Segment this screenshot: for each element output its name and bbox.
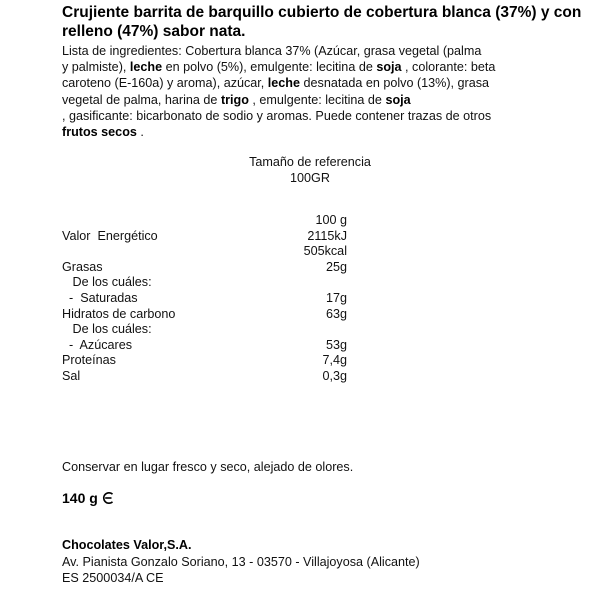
net-weight-value: 140 g (62, 490, 98, 506)
allergen-text: soja (385, 92, 411, 107)
nutrient-value: 0,3g (322, 368, 347, 383)
ingredients-line (62, 75, 582, 91)
net-weight (62, 490, 115, 506)
nutrition-row (62, 244, 362, 260)
estimated-sign-icon (101, 491, 115, 505)
nutrition-row (62, 213, 362, 229)
nutrition-row (62, 322, 362, 338)
nutrition-row (62, 307, 362, 323)
nutrition-row (62, 291, 362, 307)
reference-value: 100GR (290, 170, 330, 185)
storage-instructions: Conservar en lugar fresco y seco, alejado de olores. (62, 460, 354, 474)
ingredients-text: vegetal de palma, harina de (62, 92, 221, 107)
company-info (62, 537, 420, 587)
ingredients-text: . (136, 125, 144, 140)
reference-label: Tamaño de referencia (249, 155, 371, 169)
nutrient-label: De los cuáles: (62, 275, 152, 290)
nutrient-label: - Saturadas (62, 290, 138, 305)
ingredients-line (62, 59, 582, 75)
nutrition-row (62, 260, 362, 276)
ingredients-text: caroteno (E-160a) y aroma), azúcar, (62, 76, 268, 91)
nutrient-label: De los cuáles: (62, 322, 152, 337)
ingredients-line (62, 92, 582, 108)
nutrient-value: 25g (325, 259, 347, 274)
nutrition-row (62, 338, 362, 354)
ingredients-text: en polvo (5%), emulgente: lecitina de (162, 60, 377, 75)
nutrient-label: Hidratos de carbono (62, 306, 176, 321)
nutrient-label: Valor Energético (62, 228, 158, 243)
ingredients-line (62, 43, 582, 59)
ingredients-line (62, 124, 582, 140)
nutrition-row (62, 369, 362, 385)
allergen-text: leche (267, 76, 301, 91)
nutrient-label: Sal (62, 368, 81, 383)
ingredients-text: Lista de ingredientes: Cobertura blanca 37% (Azúcar, grasa vegetal (palma (62, 44, 482, 58)
nutrient-label: Grasas (62, 259, 103, 274)
nutrition-row (62, 275, 362, 291)
ingredients-text: , colorante: beta (401, 60, 496, 75)
ingredients-text: , emulgente: lecitina de (248, 92, 386, 107)
nutrient-value: 505kcal (303, 244, 347, 259)
ingredients-text: y palmiste), (62, 60, 130, 75)
nutrition-table (62, 213, 362, 385)
company-registry: ES 2500034/A CE (62, 571, 164, 585)
allergen-text: soja (376, 60, 402, 75)
nutrient-value: 53g (325, 337, 347, 352)
nutrient-label: Proteínas (62, 353, 116, 368)
allergen-text: leche (129, 60, 163, 75)
ingredients-text: , gasificante: bicarbonato de sodio y aromas. Puede contener trazas de otros (62, 108, 492, 123)
product-title: Crujiente barrita de barquillo cubierto de cobertura blanca (37%) y con relleno (47%) sabor nata. (62, 4, 582, 40)
ingredients-text: desnatada en polvo (13%), grasa (300, 76, 490, 91)
allergen-text: trigo (220, 92, 249, 107)
ingredients-line (62, 108, 582, 124)
nutrient-value: 100 g (315, 213, 347, 227)
company-address: Av. Pianista Gonzalo Soriano, 13 - 03570 - Villajoyosa (Alicante) (62, 554, 420, 569)
company-name: Chocolates Valor,S.A. (62, 538, 192, 552)
nutrition-header (240, 155, 380, 186)
nutrition-row (62, 229, 362, 245)
nutrition-row (62, 353, 362, 369)
nutrient-value: 2115kJ (307, 228, 347, 243)
nutrient-value: 7,4g (322, 353, 347, 368)
allergen-text: frutos secos (62, 125, 137, 140)
nutrient-value: 17g (325, 290, 347, 305)
nutrient-label: - Azúcares (62, 337, 132, 352)
ingredients-list (62, 43, 582, 140)
nutrient-value: 63g (325, 306, 347, 321)
